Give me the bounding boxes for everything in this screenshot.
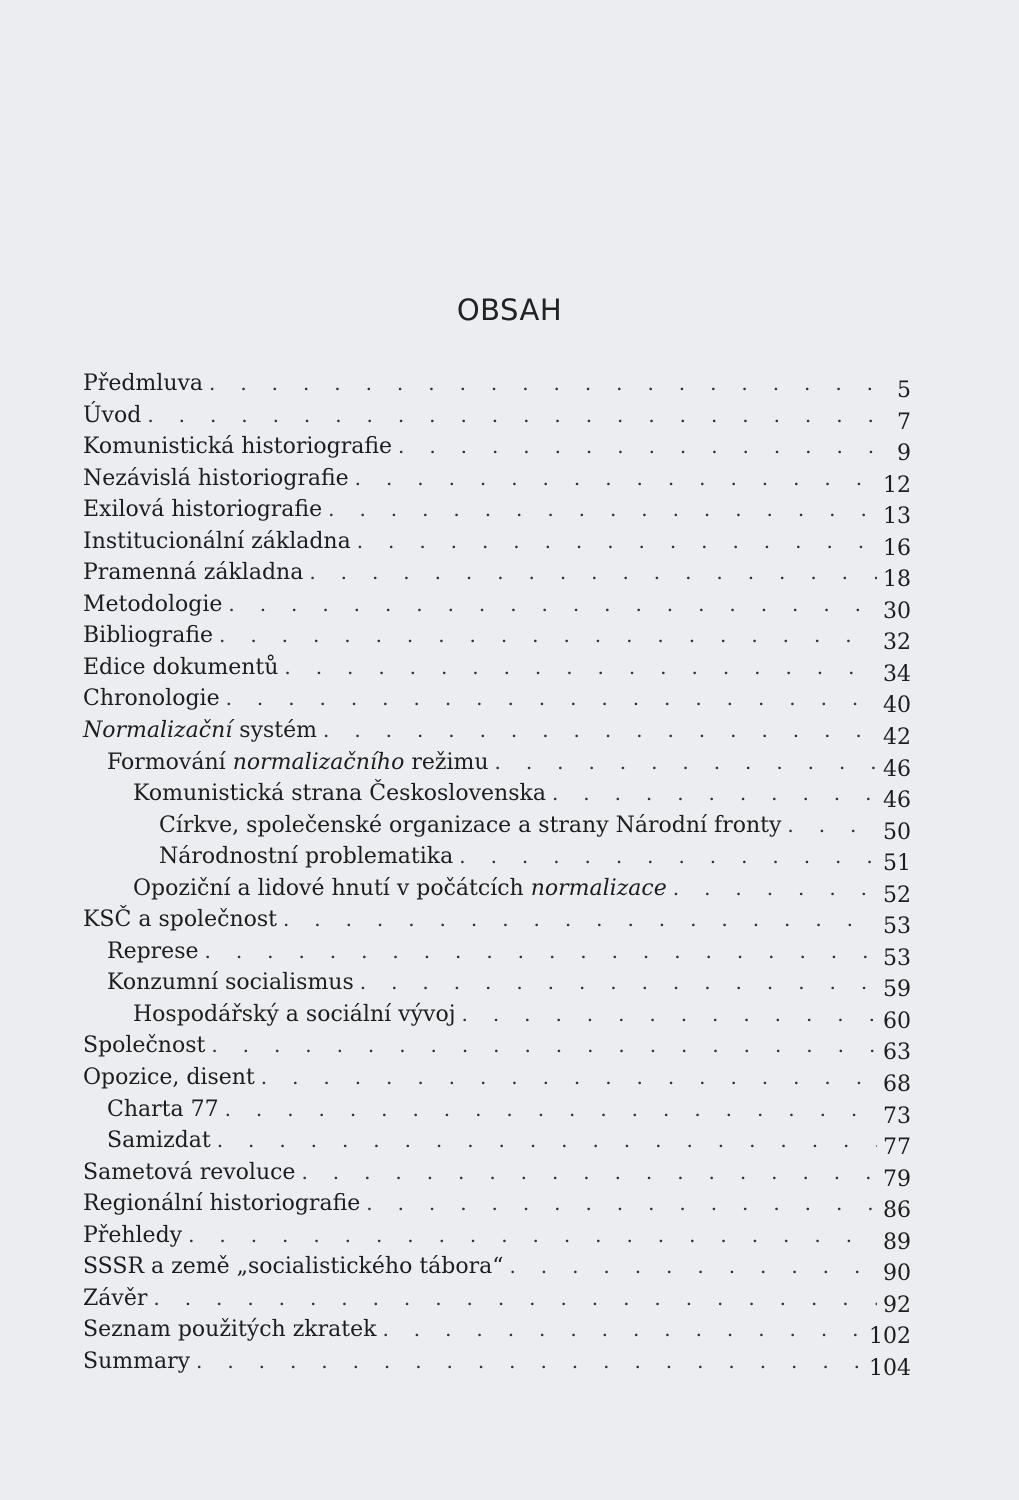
- dot-leader: [226, 683, 877, 715]
- toc-entry-title-part: Regionální historiografie: [83, 1191, 361, 1217]
- toc-entry-title: [107, 936, 199, 968]
- toc-entry: [83, 873, 911, 908]
- toc-page-number: 18: [883, 567, 911, 593]
- toc-entry-title-part: normalizace: [530, 875, 667, 901]
- toc-entry-title-part: Komunistická strana Československa: [133, 781, 546, 807]
- toc-page-number: 46: [883, 788, 911, 814]
- dot-leader: [787, 810, 877, 842]
- toc-entry-title: [83, 715, 317, 747]
- toc-entry-title: [83, 1283, 147, 1315]
- toc-entry-title-part: normalizačního: [232, 749, 405, 775]
- toc-page-number: 90: [883, 1261, 911, 1287]
- toc-entry-title-part: Formování: [107, 749, 233, 775]
- toc-page-number: 53: [883, 914, 911, 940]
- toc-entry: [83, 747, 911, 782]
- toc-entry-title: [83, 526, 351, 558]
- dot-leader: [205, 936, 877, 968]
- toc-page-number: 73: [883, 1103, 911, 1129]
- toc-entry-title: [83, 400, 141, 432]
- toc-entry: [83, 494, 911, 530]
- toc-entry: [83, 1094, 911, 1129]
- toc-entry-title-part: Hospodářský a sociální vývoj: [133, 1001, 456, 1027]
- toc-entry-title-part: Summary: [83, 1348, 191, 1374]
- dot-leader: [355, 463, 877, 495]
- toc-page-number: 102: [869, 1324, 911, 1350]
- dot-leader: [495, 747, 877, 779]
- toc-entry-title: [83, 652, 278, 684]
- toc-entry-title: [83, 1220, 182, 1252]
- toc-page-number: 86: [883, 1198, 911, 1224]
- dot-leader: [188, 1220, 877, 1252]
- dot-leader: [323, 715, 877, 747]
- toc-entry: [83, 526, 911, 561]
- toc-entry-title: [133, 873, 667, 905]
- toc-entry-title-part: Represe: [107, 938, 199, 964]
- toc-page-number: 12: [883, 472, 911, 498]
- toc-entry: [83, 967, 911, 1003]
- toc-entry: [83, 1346, 911, 1381]
- toc-entry-title-part: Konzumní socialismus: [107, 970, 354, 996]
- toc-entry-title: [107, 747, 489, 779]
- toc-entry-title-part: Seznam použitých zkratek: [83, 1317, 377, 1343]
- toc-entry-title: [83, 557, 303, 589]
- toc-entry-title: [83, 1157, 295, 1189]
- toc-entry: [83, 557, 911, 593]
- toc-entry: [83, 841, 911, 877]
- toc-entry-title-part: Národnostní problematika: [159, 844, 454, 870]
- toc-entry-title: [83, 1030, 205, 1062]
- toc-entry-title: [107, 1125, 211, 1157]
- toc-page-number: 50: [883, 819, 911, 845]
- dot-leader: [228, 589, 877, 621]
- toc-entry: [83, 463, 911, 498]
- toc-entry-title: [83, 1188, 360, 1220]
- table-of-contents: [83, 368, 911, 1381]
- toc-entry-title-part: Komunistická historiografie: [83, 434, 393, 460]
- toc-page-number: 89: [883, 1229, 911, 1255]
- toc-entry-title-part: Opoziční a lidové hnutí v počátcích: [133, 875, 531, 901]
- dot-leader: [283, 904, 877, 936]
- toc-entry-title: [83, 1346, 190, 1378]
- toc-page-number: 5: [897, 378, 911, 403]
- toc-entry: [83, 368, 911, 403]
- toc-entry-title-part: Charta 77: [107, 1096, 219, 1122]
- toc-entry-title: [83, 683, 220, 715]
- dot-leader: [360, 967, 877, 999]
- toc-page-number: 7: [897, 409, 911, 435]
- dot-leader: [153, 1283, 877, 1315]
- toc-entry-title-part: Úvod: [83, 402, 142, 428]
- dot-leader: [301, 1157, 877, 1189]
- dot-leader: [357, 526, 877, 558]
- dot-leader: [398, 431, 883, 463]
- toc-entry: [83, 683, 911, 719]
- toc-entry: [83, 715, 911, 751]
- toc-entry-title-part: Chronologie: [83, 686, 220, 712]
- dot-leader: [147, 400, 883, 432]
- dot-leader: [309, 557, 877, 589]
- toc-entry: [83, 1030, 911, 1066]
- toc-page-number: 30: [883, 598, 911, 624]
- toc-entry: [83, 1188, 911, 1224]
- toc-entry-title: [83, 1314, 376, 1346]
- dot-leader: [196, 1346, 863, 1378]
- toc-page-number: 51: [883, 851, 911, 877]
- toc-entry-title: [83, 589, 222, 621]
- dot-leader: [211, 1030, 877, 1062]
- toc-entry-title-part: Společnost: [83, 1033, 206, 1059]
- toc-entry-title: [83, 1062, 255, 1094]
- dot-leader: [673, 873, 877, 905]
- dot-leader: [217, 1125, 877, 1157]
- toc-page-number: 42: [883, 725, 911, 751]
- toc-entry-title: [83, 904, 277, 936]
- toc-entry-title-part: Závěr: [83, 1285, 148, 1311]
- toc-page-number: 46: [883, 756, 911, 782]
- toc-entry: [83, 620, 911, 656]
- toc-entry-title: [83, 1251, 503, 1283]
- toc-entry-title-part: režimu: [404, 749, 489, 775]
- toc-entry: [83, 652, 911, 687]
- toc-entry: [83, 999, 911, 1034]
- toc-page-number: 32: [883, 630, 911, 656]
- toc-entry-title: [107, 967, 354, 999]
- toc-entry-title-part: systém: [232, 718, 318, 744]
- toc-entry-title: [107, 1094, 219, 1126]
- toc-entry: [83, 1283, 911, 1318]
- toc-entry: [83, 1314, 911, 1350]
- toc-page-number: 52: [883, 882, 911, 908]
- toc-page-number: 59: [883, 977, 911, 1003]
- toc-entry-title-part: Předmluva: [83, 371, 204, 396]
- toc-page-number: 34: [883, 661, 911, 687]
- toc-entry: [83, 1251, 911, 1287]
- toc-entry-title-part: Exilová historiografie: [83, 497, 323, 523]
- toc-entry: [83, 904, 911, 940]
- toc-entry: [83, 431, 911, 467]
- toc-page-number: 92: [883, 1292, 911, 1318]
- toc-entry-title-part: Sametová revoluce: [83, 1159, 296, 1185]
- toc-page-number: 60: [883, 1008, 911, 1034]
- toc-entry-title-part: SSSR a země „socialistického tábora“: [83, 1254, 504, 1280]
- dot-leader: [219, 620, 877, 652]
- toc-entry: [83, 778, 911, 814]
- dot-leader: [552, 778, 877, 810]
- toc-entry-title-part: Církve, společenské organizace a strany Národní fronty: [159, 812, 782, 838]
- toc-entry: [83, 400, 911, 435]
- toc-page-number: 104: [869, 1355, 911, 1381]
- dot-leader: [328, 494, 877, 526]
- toc-entry: [83, 1220, 911, 1255]
- toc-entry-title: [133, 999, 456, 1031]
- toc-page-number: 9: [897, 441, 911, 467]
- toc-entry-title-part: Samizdat: [107, 1128, 211, 1154]
- dot-leader: [209, 368, 883, 400]
- toc-entry-title: [83, 494, 322, 526]
- toc-entry-title-part: Normalizační: [83, 718, 233, 744]
- toc-page-number: 77: [883, 1135, 911, 1161]
- dot-leader: [366, 1188, 877, 1220]
- dot-leader: [382, 1314, 863, 1346]
- toc-entry-title-part: Metodologie: [83, 591, 223, 617]
- toc-entry-title: [159, 841, 453, 873]
- toc-entry-title-part: Institucionální základna: [83, 528, 351, 554]
- toc-page-number: 16: [883, 535, 911, 561]
- toc-entry: [83, 1062, 911, 1098]
- dot-leader: [225, 1094, 877, 1126]
- dot-leader: [462, 999, 877, 1031]
- toc-page-number: 79: [883, 1166, 911, 1192]
- toc-page-number: 68: [883, 1072, 911, 1098]
- toc-entry-title: [159, 810, 781, 842]
- toc-entry-title-part: Edice dokumentů: [83, 654, 279, 680]
- toc-entry: [83, 589, 911, 624]
- toc-entry-title-part: KSČ a společnost: [83, 907, 277, 933]
- toc-entry: [83, 1125, 911, 1161]
- toc-entry-title: [83, 368, 203, 400]
- toc-entry-title-part: Přehledy: [83, 1222, 183, 1248]
- toc-entry-title-part: Pramenná základna: [83, 560, 304, 586]
- toc-entry-title-part: Bibliografie: [83, 623, 214, 649]
- toc-page-number: 13: [883, 504, 911, 530]
- toc-entry-title: [83, 431, 392, 463]
- dot-leader: [459, 841, 877, 873]
- toc-entry: [83, 810, 911, 845]
- toc-entry-title-part: Opozice, disent: [83, 1065, 255, 1091]
- toc-entry-title: [83, 620, 213, 652]
- toc-entry-title-part: Nezávislá historiografie: [83, 465, 349, 491]
- page-title: OBSAH: [456, 293, 563, 327]
- toc-entry: [83, 1157, 911, 1192]
- dot-leader: [509, 1251, 877, 1283]
- toc-page-number: 40: [883, 693, 911, 719]
- dot-leader: [261, 1062, 877, 1094]
- toc-entry-title: [133, 778, 546, 810]
- toc-page-number: 63: [883, 1040, 911, 1066]
- dot-leader: [284, 652, 877, 684]
- toc-entry: [83, 936, 911, 971]
- toc-page-number: 53: [883, 945, 911, 971]
- toc-entry-title: [83, 463, 349, 495]
